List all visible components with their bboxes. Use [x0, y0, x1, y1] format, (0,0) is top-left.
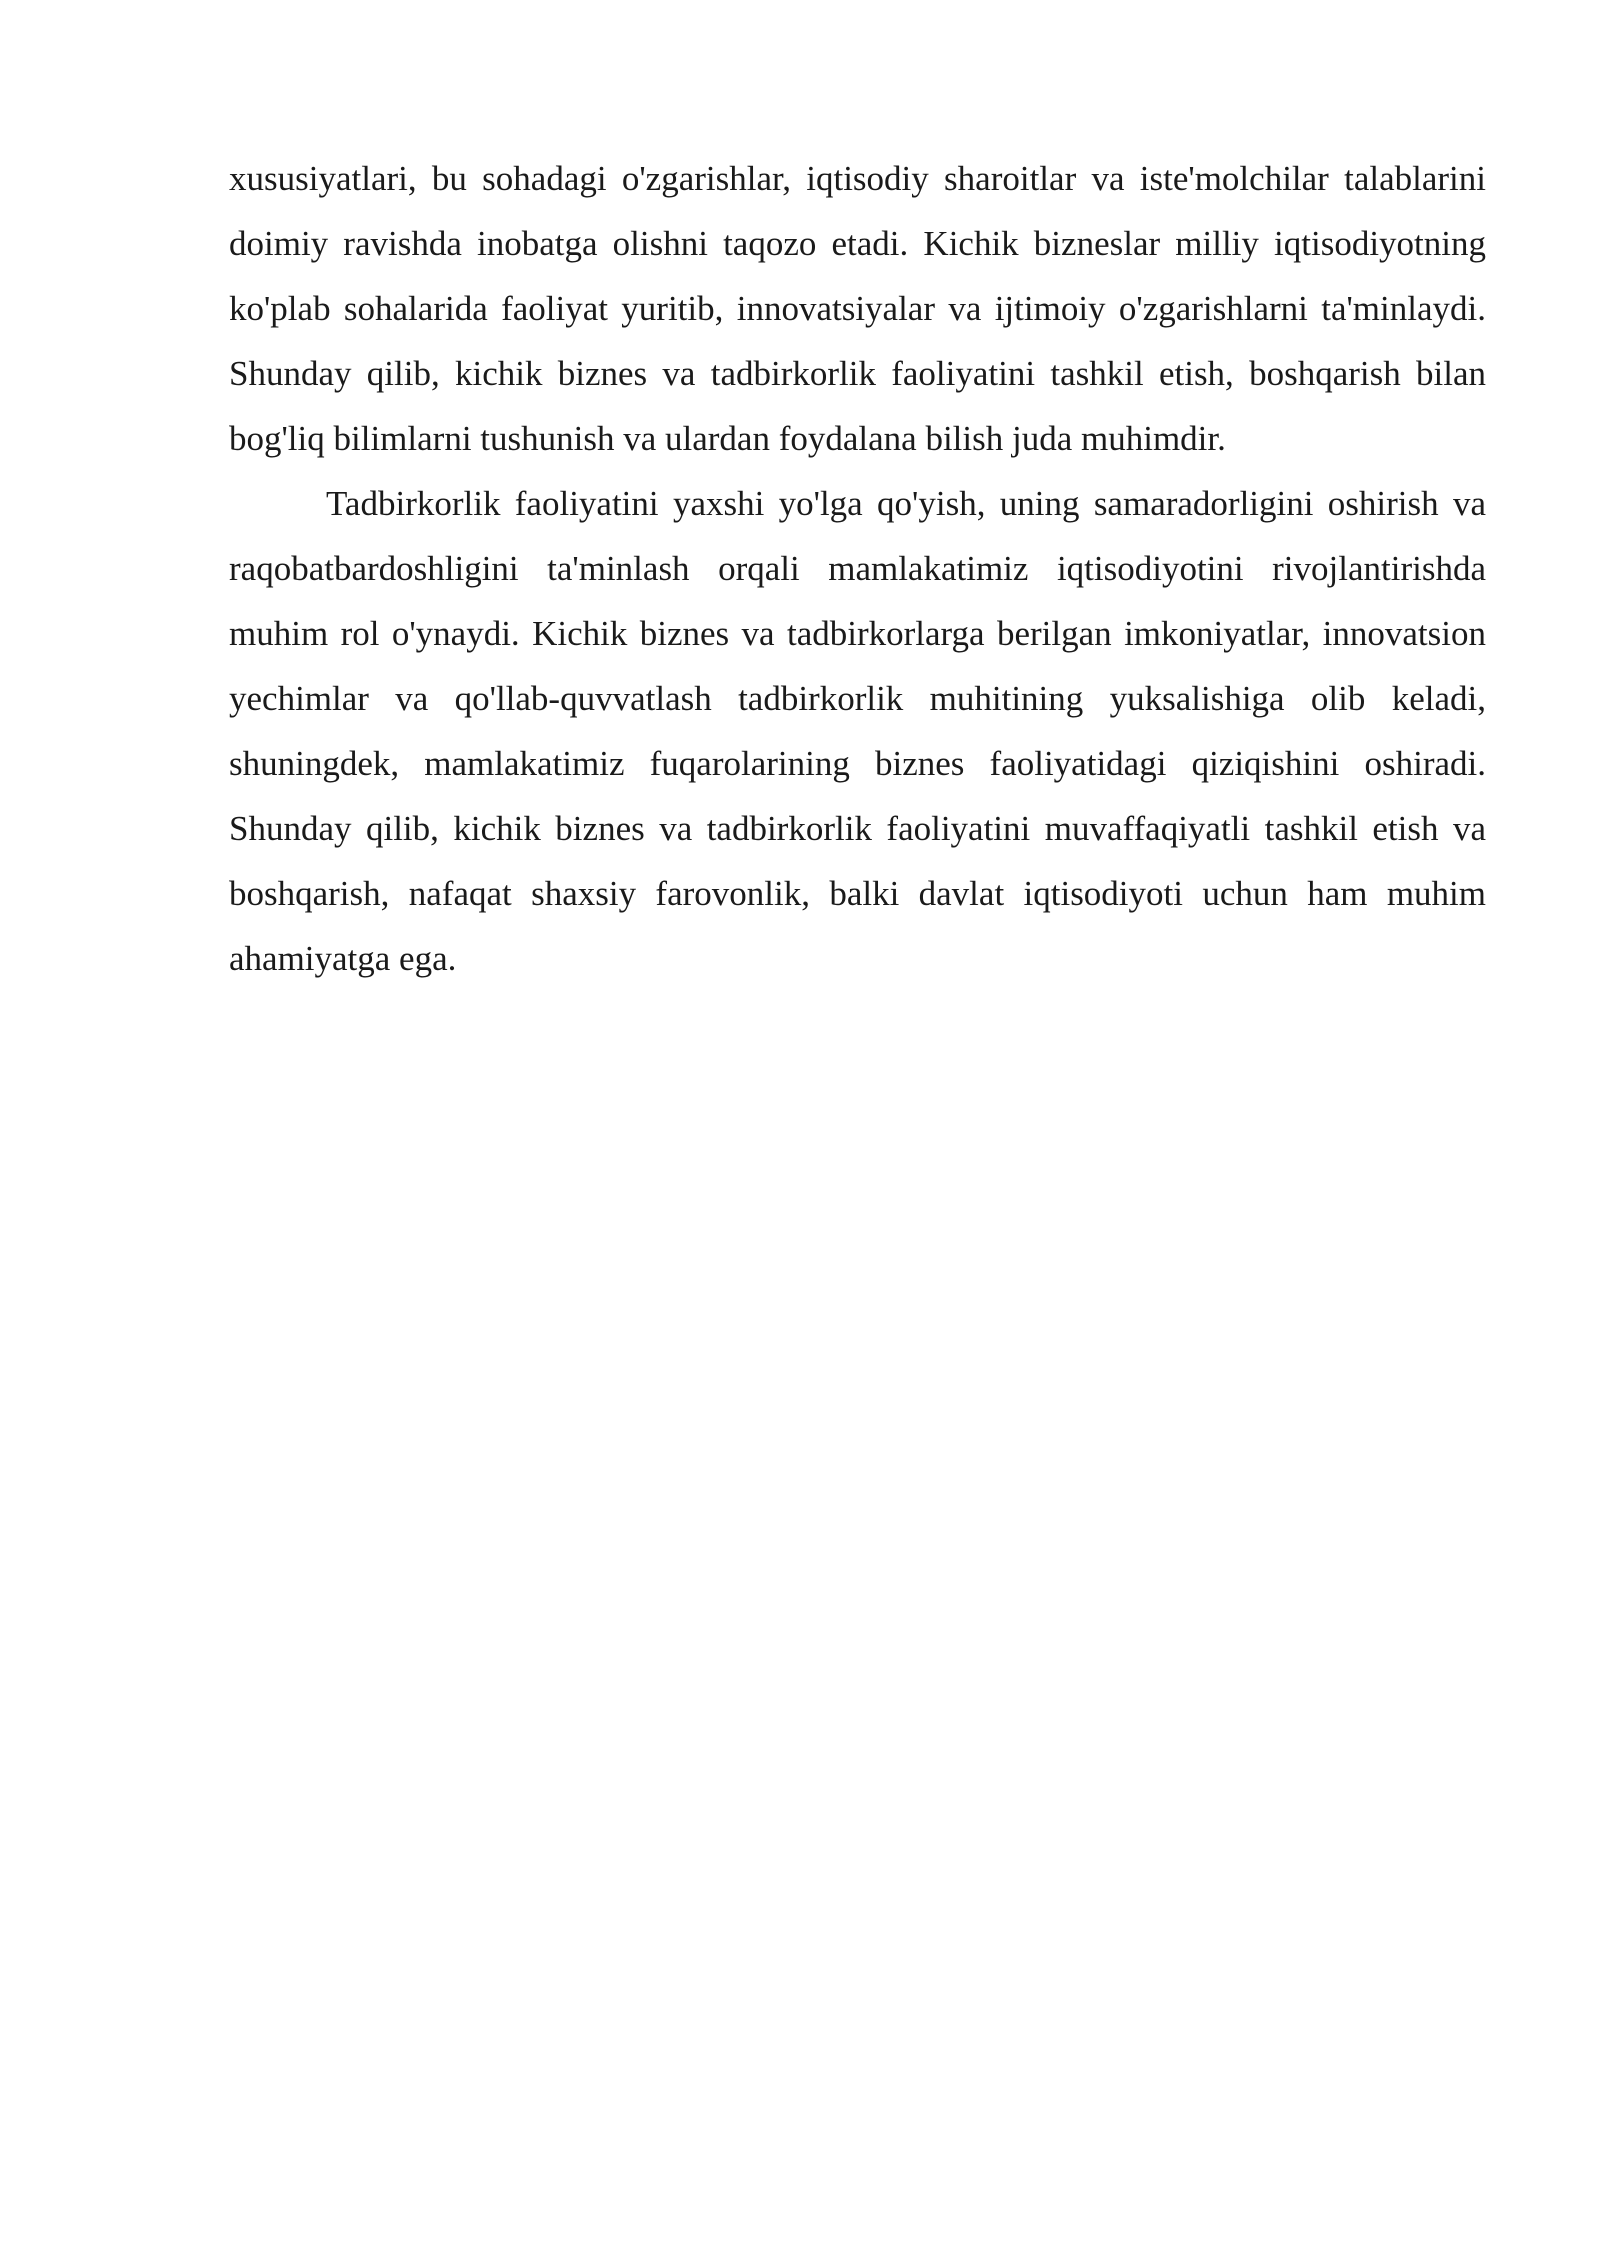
paragraph-continuation: xususiyatlari, bu sohadagi o'zgarishlar, iqtisodiy sharoitlar va iste'molchilar talablarini doimiy ravishda inobatga olishni taqozo etadi. Kichik bizneslar milliy iqtisodiyotning ko'plab sohalarida faoliyat yuritib, innovatsiyalar va ijtimoiy o'zgarishlarni ta'minlaydi. Shunday qilib, kichik biznes va tadbirkorlik faoliyatini tashkil etish, boshqarish bilan bog'liq bilimlarni tushunish va ulardan foydalana bilish juda muhimdir.: [229, 159, 1486, 458]
body-text: [229, 146, 1486, 991]
paragraph-tadbirkorlik: Tadbirkorlik faoliyatini yaxshi yo'lga qo'yish, uning samaradorligini oshirish va raqobatbardoshligini ta'minlash orqali mamlakatimiz iqtisodiyotini rivojlantirishda muhim rol o'ynaydi. Kichik biznes va tadbirkorlarga berilgan imkoniyatlar, innovatsion yechimlar va qo'llab-quvvatlash tadbirkorlik muhitining yuksalishiga olib keladi, shuningdek, mamlakatimiz fuqarolarining biznes faoliyatidagi qiziqishini oshiradi. Shunday qilib, kichik biznes va tadbirkorlik faoliyatini muvaffaqiyatli tashkil etish va boshqarish, nafaqat shaxsiy farovonlik, balki davlat iqtisodiyoti uchun ham muhim ahamiyatga ega.: [229, 484, 1486, 978]
